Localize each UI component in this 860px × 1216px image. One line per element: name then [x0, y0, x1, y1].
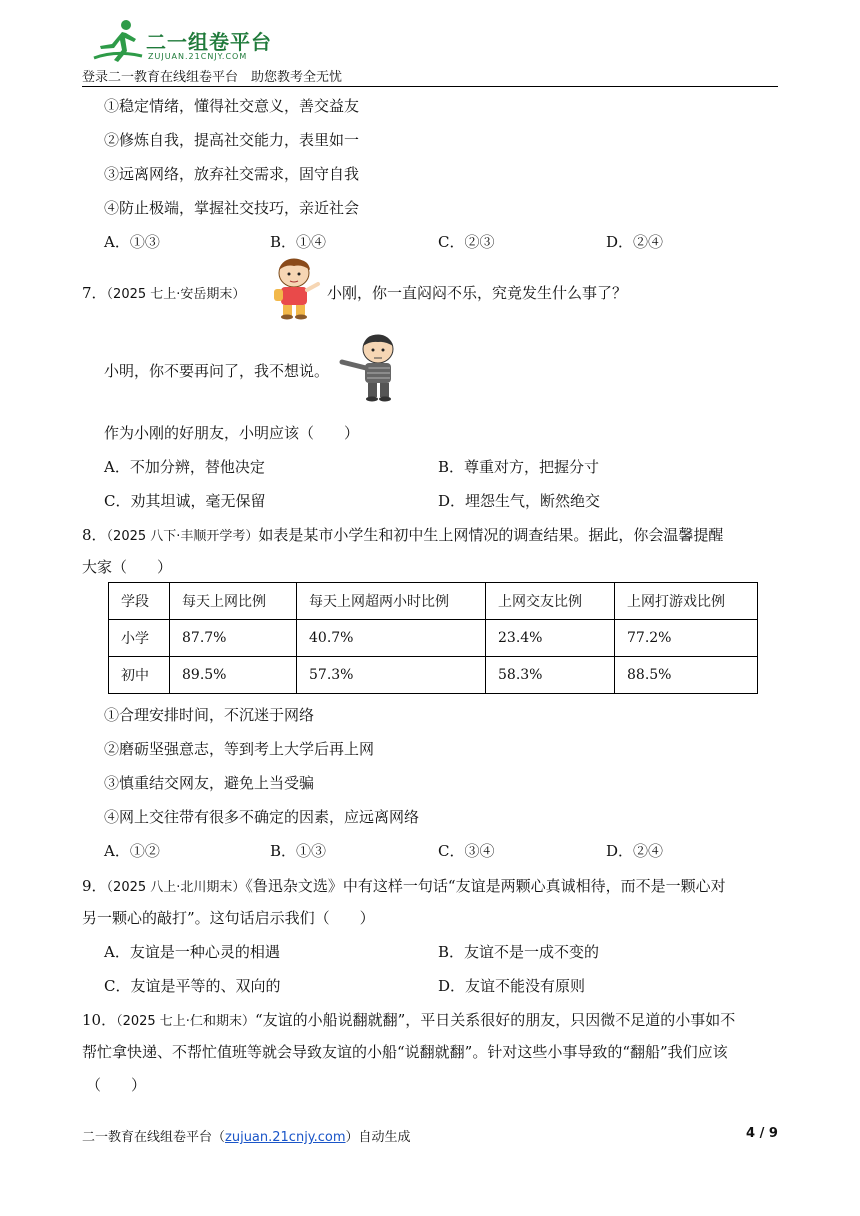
page-number: 4 / 9	[746, 1126, 778, 1141]
survey-table	[108, 582, 758, 694]
logo-text: 二一组卷平台	[146, 30, 272, 54]
table-cell: 23.4%	[486, 620, 615, 657]
q8-stem-line1	[82, 524, 723, 545]
q10-number: 10．	[82, 1011, 117, 1029]
q8-number: 8．	[82, 526, 107, 544]
q9-option-d[interactable]: D．友谊不能没有原则	[438, 977, 586, 995]
table-cell: 88.5%	[615, 657, 758, 694]
table-cell: 初中	[109, 657, 170, 694]
q8-option-d[interactable]: D．②④	[606, 842, 664, 860]
logo-subtext: ZUJUAN.21CNJY.COM	[148, 52, 248, 61]
q7-question: 作为小刚的好朋友，小明应该（ ）	[104, 424, 360, 442]
q9-option-a[interactable]: A．友谊是一种心灵的相遇	[104, 943, 280, 961]
q9-number: 9．	[82, 877, 107, 895]
q10-stem-line1	[82, 1009, 735, 1030]
q6-option-a[interactable]: A．①③	[104, 233, 160, 251]
q7-option-c[interactable]: C．劝其坦诚，毫无保留	[104, 492, 266, 510]
q7-option-d[interactable]: D．埋怨生气，断然绝交	[438, 492, 601, 510]
q10-stem-text: “友谊的小船说翻就翻”，平日关系很好的朋友，只因微不足道的小事如不	[254, 1011, 736, 1029]
header-divider	[82, 86, 778, 87]
table-header-row	[109, 583, 758, 620]
table-header-cell: 每天上网比例	[170, 583, 297, 620]
q7-option-a[interactable]: A．不加分辨，替他决定	[104, 458, 265, 476]
q7-source: （2025 七上·安岳期末）	[106, 287, 246, 302]
table-header-cell: 每天上网超两小时比例	[297, 583, 486, 620]
q6-item-4: ④防止极端，掌握社交技巧，亲近社会	[104, 199, 360, 217]
q7-speech-xiaoming: 小明，你不要再问了，我不想说。	[104, 362, 330, 380]
q6-option-b[interactable]: B．①④	[270, 233, 327, 251]
q9-option-b[interactable]: B．友谊不是一成不变的	[438, 943, 600, 961]
q7-speech-xiaogang: 小刚，你一直闷闷不乐，究竟发生什么事了？	[327, 284, 628, 302]
q9-option-c[interactable]: C．友谊是平等的、双向的	[104, 977, 281, 995]
table-header-cell: 学段	[109, 583, 170, 620]
q7-number: 7．	[82, 284, 107, 302]
q6-option-c[interactable]: C．②③	[438, 233, 495, 251]
footer-prefix: 二一教育在线组卷平台（	[82, 1130, 226, 1145]
table-row	[109, 620, 758, 657]
table-header-cell: 上网交友比例	[486, 583, 615, 620]
q10-stem-line2: 帮忙拿快递、不帮忙值班等就会导致友谊的小船“说翻就翻”。针对这些小事导致的“翻船”我们应该	[82, 1043, 728, 1061]
q8-item-3: ③慎重结交网友，避免上当受骗	[104, 774, 315, 792]
q8-item-4: ④网上交往带有很多不确定的因素，应远离网络	[104, 808, 420, 826]
footer-credit	[82, 1126, 411, 1145]
q9-stem-text: 《鲁迅杂文选》中有这样一句话“友谊是两颗心真诚相待，而不是一颗心对	[245, 877, 726, 895]
table-cell: 58.3%	[486, 657, 615, 694]
q8-item-1: ①合理安排时间，不沉迷于网络	[104, 706, 315, 724]
table-cell: 57.3%	[297, 657, 486, 694]
q9-stem-line2: 另一颗心的敲打”。这句话启示我们（ ）	[82, 909, 375, 927]
boy-xiaogang-illustration-icon	[266, 256, 326, 320]
q8-option-a[interactable]: A．①②	[104, 842, 160, 860]
logo	[92, 18, 282, 66]
header-slogan: 登录二一教育在线组卷平台 助您教考全无忧	[82, 70, 343, 85]
q7-header	[82, 282, 245, 303]
q8-stem-line2: 大家（ ）	[82, 558, 173, 576]
q9-source: （2025 八上·北川期末）	[106, 880, 246, 895]
runner-logo-icon	[92, 18, 144, 64]
table-cell: 小学	[109, 620, 170, 657]
q8-option-b[interactable]: B．①③	[270, 842, 327, 860]
footer-site-link[interactable]: zujuan.21cnjy.com	[225, 1130, 346, 1145]
table-header-cell: 上网打游戏比例	[615, 583, 758, 620]
boy-xiaoming-illustration-icon	[338, 332, 412, 404]
q7-option-b[interactable]: B．尊重对方，把握分寸	[438, 458, 600, 476]
table-cell: 77.2%	[615, 620, 758, 657]
q6-item-3: ③远离网络，放弃社交需求，固守自我	[104, 165, 360, 183]
table-row	[109, 657, 758, 694]
q6-item-1: ①稳定情绪，懂得社交意义，善交益友	[104, 97, 360, 115]
q8-source: （2025 八下·丰顺开学考）	[106, 529, 259, 544]
table-cell: 40.7%	[297, 620, 486, 657]
q8-stem-text: 如表是某市小学生和初中生上网情况的调查结果。据此，你会温馨提醒	[258, 526, 724, 544]
q6-item-2: ②修炼自我，提高社交能力，表里如一	[104, 131, 360, 149]
q8-item-2: ②磨砺坚强意志，等到考上大学后再上网	[104, 740, 375, 758]
q6-option-d[interactable]: D．②④	[606, 233, 664, 251]
q10-stem-line3: （ ）	[86, 1076, 147, 1094]
q9-stem-line1	[82, 875, 726, 896]
q10-source: （2025 七上·仁和期末）	[116, 1014, 255, 1029]
footer-suffix: ）自动生成	[345, 1130, 411, 1145]
table-cell: 89.5%	[170, 657, 297, 694]
table-cell: 87.7%	[170, 620, 297, 657]
q8-option-c[interactable]: C．③④	[438, 842, 495, 860]
